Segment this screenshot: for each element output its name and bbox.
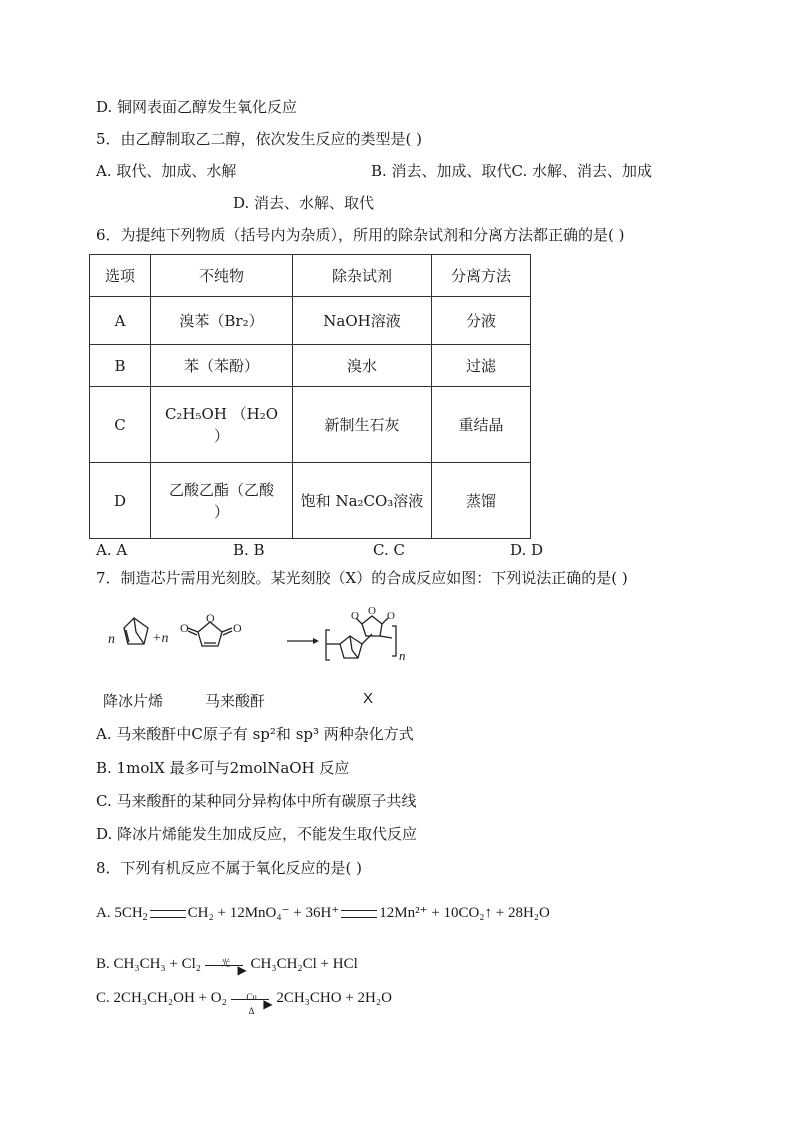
q6-answer-d: D. D bbox=[510, 541, 544, 559]
reaction-arrow-icon bbox=[287, 638, 319, 644]
q7-option-b: B. 1molX 最多可与2molNaOH 反应 bbox=[96, 759, 350, 777]
oxygen-atom-label: O bbox=[180, 621, 189, 635]
q8-eq-c-condition-bottom: Δ bbox=[248, 1005, 255, 1016]
q6-header-method: 分离方法 bbox=[432, 255, 531, 297]
q6-cell: 蒸馏 bbox=[432, 463, 531, 539]
q6-table bbox=[89, 254, 531, 539]
q6-cell: 溴水 bbox=[293, 345, 432, 387]
q5-option-bc: B. 消去、加成、取代C. 水解、消去、加成 bbox=[371, 162, 653, 180]
q8-eq-a-rest: CH₂ + 12MnO₄⁻ + 36H⁺ bbox=[187, 905, 340, 921]
reaction-arrow-icon: 光 ▶ bbox=[205, 955, 247, 975]
q5-stem: 5．由乙醇制取乙二醇，依次发生反应的类型是( ) bbox=[96, 130, 423, 148]
table-row bbox=[90, 345, 531, 387]
q6-cell: 乙酸乙酯（乙酸 ） bbox=[151, 463, 293, 539]
q6-cell: C₂H₅OH （H₂O ） bbox=[151, 387, 293, 463]
q8-eq-a-prefix: A. 5CH bbox=[96, 905, 143, 921]
q8-equation-c bbox=[96, 988, 392, 1016]
q7-label-x: X bbox=[363, 690, 374, 707]
q8-eq-c-right: 2CH₃CHO + 2H₂O bbox=[276, 990, 392, 1006]
oxygen-atom-label: O bbox=[206, 611, 215, 625]
oxygen-atom-label: O bbox=[233, 621, 242, 635]
q6-answer-b: B. B bbox=[233, 541, 265, 559]
norbornene-structure bbox=[124, 618, 148, 644]
q8-eq-b-right: CH₃CH₂Cl + HCl bbox=[250, 956, 358, 972]
q8-equation-a bbox=[96, 903, 550, 928]
subscript-2: 2 bbox=[142, 912, 148, 923]
q6-cell: C bbox=[90, 387, 151, 463]
q6-cell: NaOH溶液 bbox=[293, 297, 432, 345]
q6-header-impure: 不纯物 bbox=[151, 255, 293, 297]
q7-label-norbornene: 降冰片烯 bbox=[103, 692, 164, 710]
q6-cell: 过滤 bbox=[432, 345, 531, 387]
q6-answer-a: A. A bbox=[96, 541, 128, 559]
q6-cell: 新制生石灰 bbox=[293, 387, 432, 463]
oxygen-atom-label: O bbox=[368, 605, 376, 617]
maleic-anhydride-structure bbox=[188, 622, 232, 646]
oxygen-atom-label: O bbox=[387, 610, 395, 622]
q7-option-a: A. 马来酸酐中C原子有 sp²和 sp³ 两种杂化方式 bbox=[96, 725, 414, 743]
q6-cell: A bbox=[90, 297, 151, 345]
q8-eq-b-left: B. CH₃CH₃ + Cl₂ bbox=[96, 956, 201, 972]
q7-poly-n: n bbox=[399, 648, 406, 663]
q8-equation-b bbox=[96, 954, 358, 975]
q4-option-d: D. 铜网表面乙醇发生氧化反应 bbox=[96, 98, 298, 116]
q6-cell: 溴苯（Br₂） bbox=[151, 297, 293, 345]
q8-eq-c-left: C. 2CH₃CH₂OH + O₂ bbox=[96, 990, 227, 1006]
q6-header-reagent: 除杂试剂 bbox=[293, 255, 432, 297]
q8-eq-c-condition-top: Cu bbox=[246, 991, 257, 1002]
oxygen-atom-label: O bbox=[351, 610, 359, 622]
q7-stem: 7．制造芯片需用光刻胶。某光刻胶（X）的合成反应如图：下列说法正确的是( ) bbox=[96, 569, 628, 587]
double-bond-icon bbox=[150, 910, 186, 918]
polymer-x-structure bbox=[326, 616, 396, 660]
table-row bbox=[90, 463, 531, 539]
q5-option-d: D. 消去、水解、取代 bbox=[233, 194, 375, 212]
q7-coef-n2: +n bbox=[152, 631, 169, 646]
q6-cell: 分液 bbox=[432, 297, 531, 345]
q6-header-option: 选项 bbox=[90, 255, 151, 297]
q8-stem: 8．下列有机反应不属于氧化反应的是( ) bbox=[96, 859, 363, 877]
q7-option-c: C. 马来酸酐的某种同分异构体中所有碳原子共线 bbox=[96, 792, 417, 810]
q6-answer-c: C. C bbox=[373, 541, 405, 559]
reaction-arrow-icon: Cu ▶ Δ bbox=[231, 989, 273, 1009]
q6-cell: B bbox=[90, 345, 151, 387]
q6-stem: 6．为提纯下列物质（括号内为杂质），所用的除杂试剂和分离方法都正确的是( ) bbox=[96, 226, 625, 244]
q5-option-a: A. 取代、加成、水解 bbox=[96, 162, 237, 180]
q6-cell: 饱和 Na₂CO₃溶液 bbox=[293, 463, 432, 539]
q6-cell: 重结晶 bbox=[432, 387, 531, 463]
q6-cell: D bbox=[90, 463, 151, 539]
equals-icon bbox=[341, 910, 377, 918]
q8-eq-b-condition: 光 bbox=[221, 957, 231, 968]
q6-cell: 苯（苯酚） bbox=[151, 345, 293, 387]
q8-eq-a-products: 12Mn²⁺ + 10CO₂↑ + 28H₂O bbox=[379, 905, 550, 921]
q7-label-maleic: 马来酸酐 bbox=[205, 692, 266, 710]
q7-coef-n1: n bbox=[108, 632, 115, 647]
table-row bbox=[90, 387, 531, 463]
table-row bbox=[90, 297, 531, 345]
q7-option-d: D. 降冰片烯能发生加成反应，不能发生取代反应 bbox=[96, 825, 418, 843]
q7-reaction-scheme bbox=[100, 600, 430, 680]
